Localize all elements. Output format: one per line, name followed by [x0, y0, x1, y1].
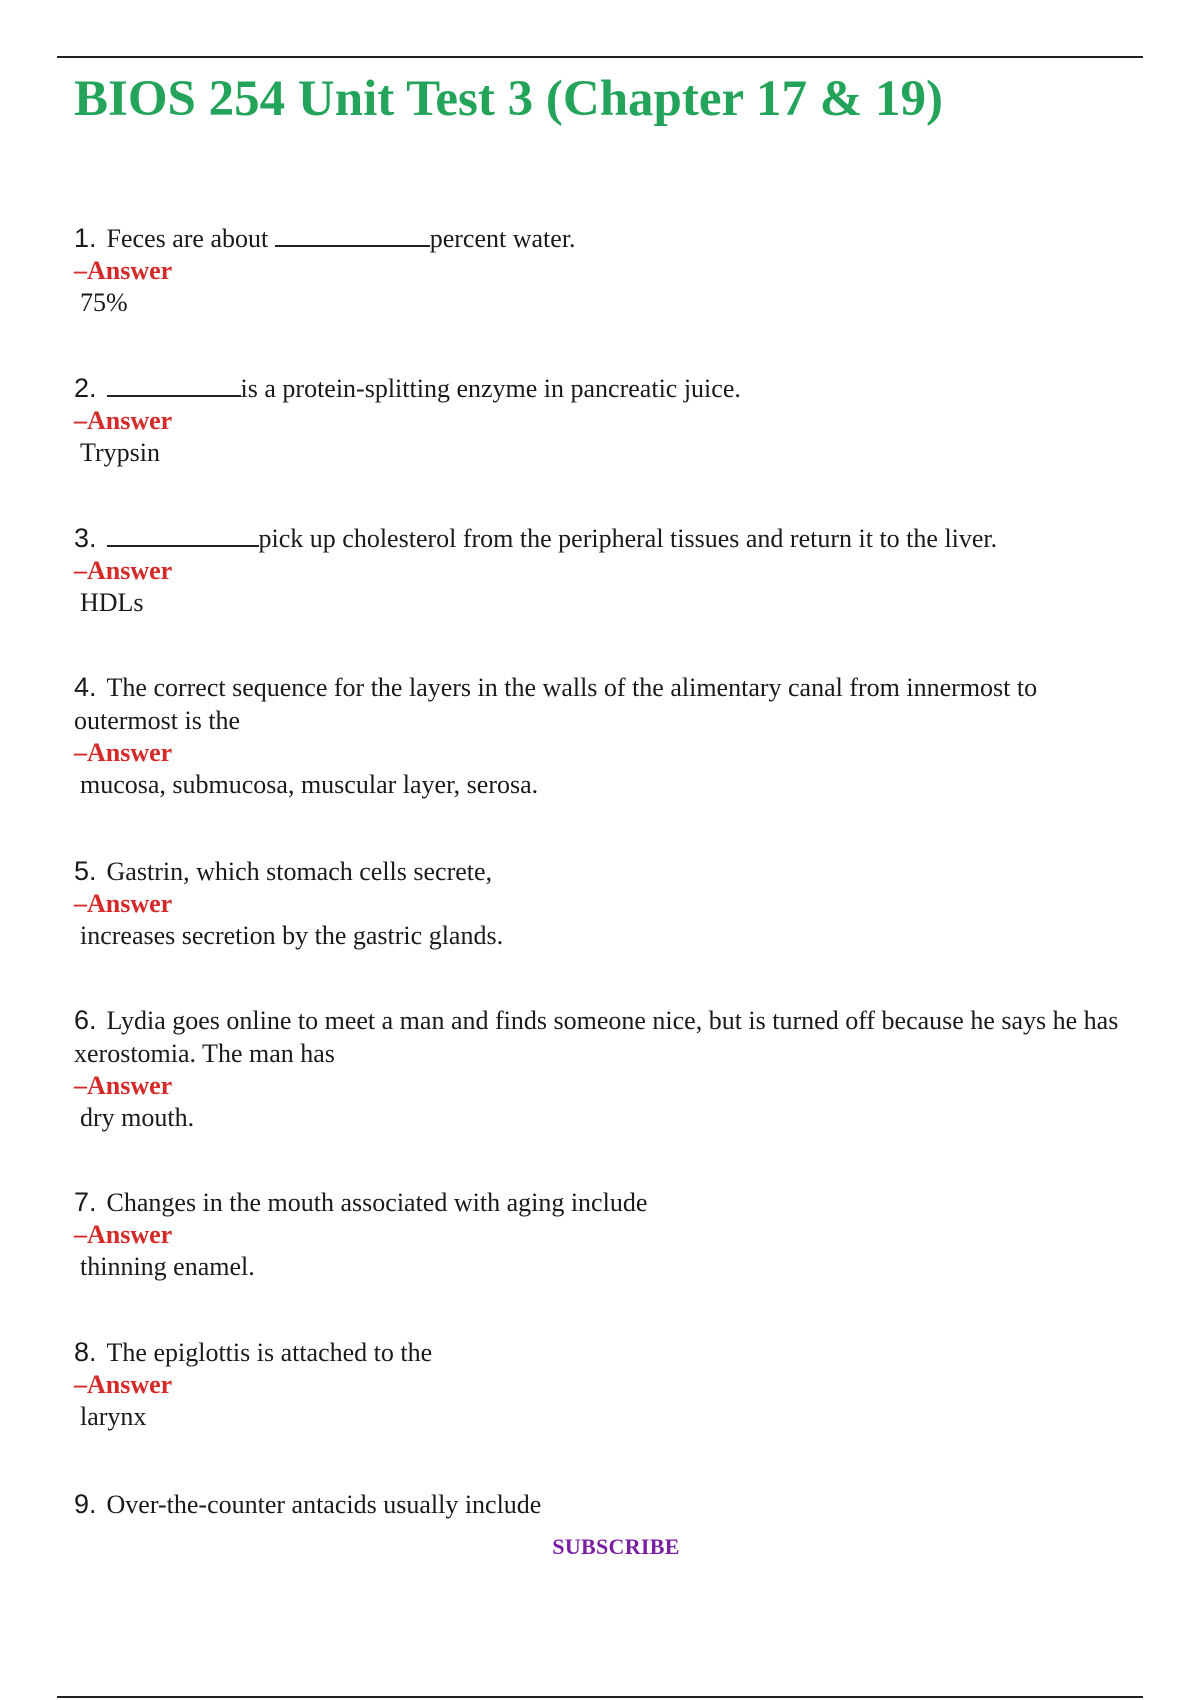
question-number: 3. — [74, 523, 97, 553]
question-3 — [74, 522, 1134, 619]
question-text: 6. Lydia goes online to meet a man and finds someone nice, but is turned off because he says he has xerostomia. The man has — [74, 1005, 1119, 1068]
question-number: 9. — [74, 1489, 97, 1519]
answer-label: –Answer — [74, 556, 173, 585]
question-9 — [74, 1488, 1134, 1521]
subscribe-link[interactable]: SUBSCRIBE — [552, 1534, 680, 1559]
question-text: 5. Gastrin, which stomach cells secrete, — [74, 856, 493, 886]
top-rule — [57, 56, 1143, 58]
answer-label: –Answer — [74, 406, 173, 435]
page-title: BIOS 254 Unit Test 3 (Chapter 17 & 19) — [74, 71, 943, 127]
question-text: 4. The correct sequence for the layers in the walls of the alimentary canal from innermost to outermost is the — [74, 672, 1038, 735]
answer-text: increases secretion by the gastric glands. — [80, 921, 504, 950]
question-text: 2. is a protein-splitting enzyme in pancreatic juice. — [74, 373, 741, 403]
bottom-rule — [57, 1696, 1143, 1698]
question-number: 1. — [74, 223, 97, 253]
question-number: 7. — [74, 1187, 97, 1217]
answer-text: Trypsin — [80, 438, 160, 467]
answer-label: –Answer — [74, 1220, 173, 1249]
question-text: 7. Changes in the mouth associated with aging include — [74, 1187, 648, 1217]
question-text: 9. Over-the-counter antacids usually include — [74, 1489, 542, 1519]
question-number: 5. — [74, 856, 97, 886]
answer-label: –Answer — [74, 738, 173, 767]
question-text: 8. The epiglottis is attached to the — [74, 1337, 433, 1367]
question-text: 3. pick up cholesterol from the peripheral tissues and return it to the liver. — [74, 523, 998, 553]
question-number: 6. — [74, 1005, 97, 1035]
question-8 — [74, 1336, 1134, 1433]
answer-text: thinning enamel. — [80, 1252, 255, 1281]
fill-blank — [107, 373, 241, 397]
answer-text: larynx — [80, 1402, 147, 1431]
answer-text: HDLs — [80, 588, 144, 617]
answer-text: dry mouth. — [80, 1103, 195, 1132]
question-text: 1. Feces are about percent water. — [74, 223, 576, 253]
question-number: 8. — [74, 1337, 97, 1367]
question-7 — [74, 1186, 1134, 1283]
question-4 — [74, 671, 1134, 801]
answer-label: –Answer — [74, 1071, 173, 1100]
question-number: 4. — [74, 672, 97, 702]
fill-blank — [107, 523, 259, 547]
answer-text: mucosa, submucosa, muscular layer, serosa. — [80, 770, 539, 799]
answer-text: 75% — [80, 288, 128, 317]
question-2 — [74, 372, 1134, 469]
question-5 — [74, 855, 1134, 952]
question-1 — [74, 222, 1134, 319]
question-6 — [74, 1004, 1134, 1134]
answer-label: –Answer — [74, 1370, 173, 1399]
answer-label: –Answer — [74, 256, 173, 285]
answer-label: –Answer — [74, 889, 173, 918]
question-number: 2. — [74, 373, 97, 403]
fill-blank — [275, 223, 430, 247]
